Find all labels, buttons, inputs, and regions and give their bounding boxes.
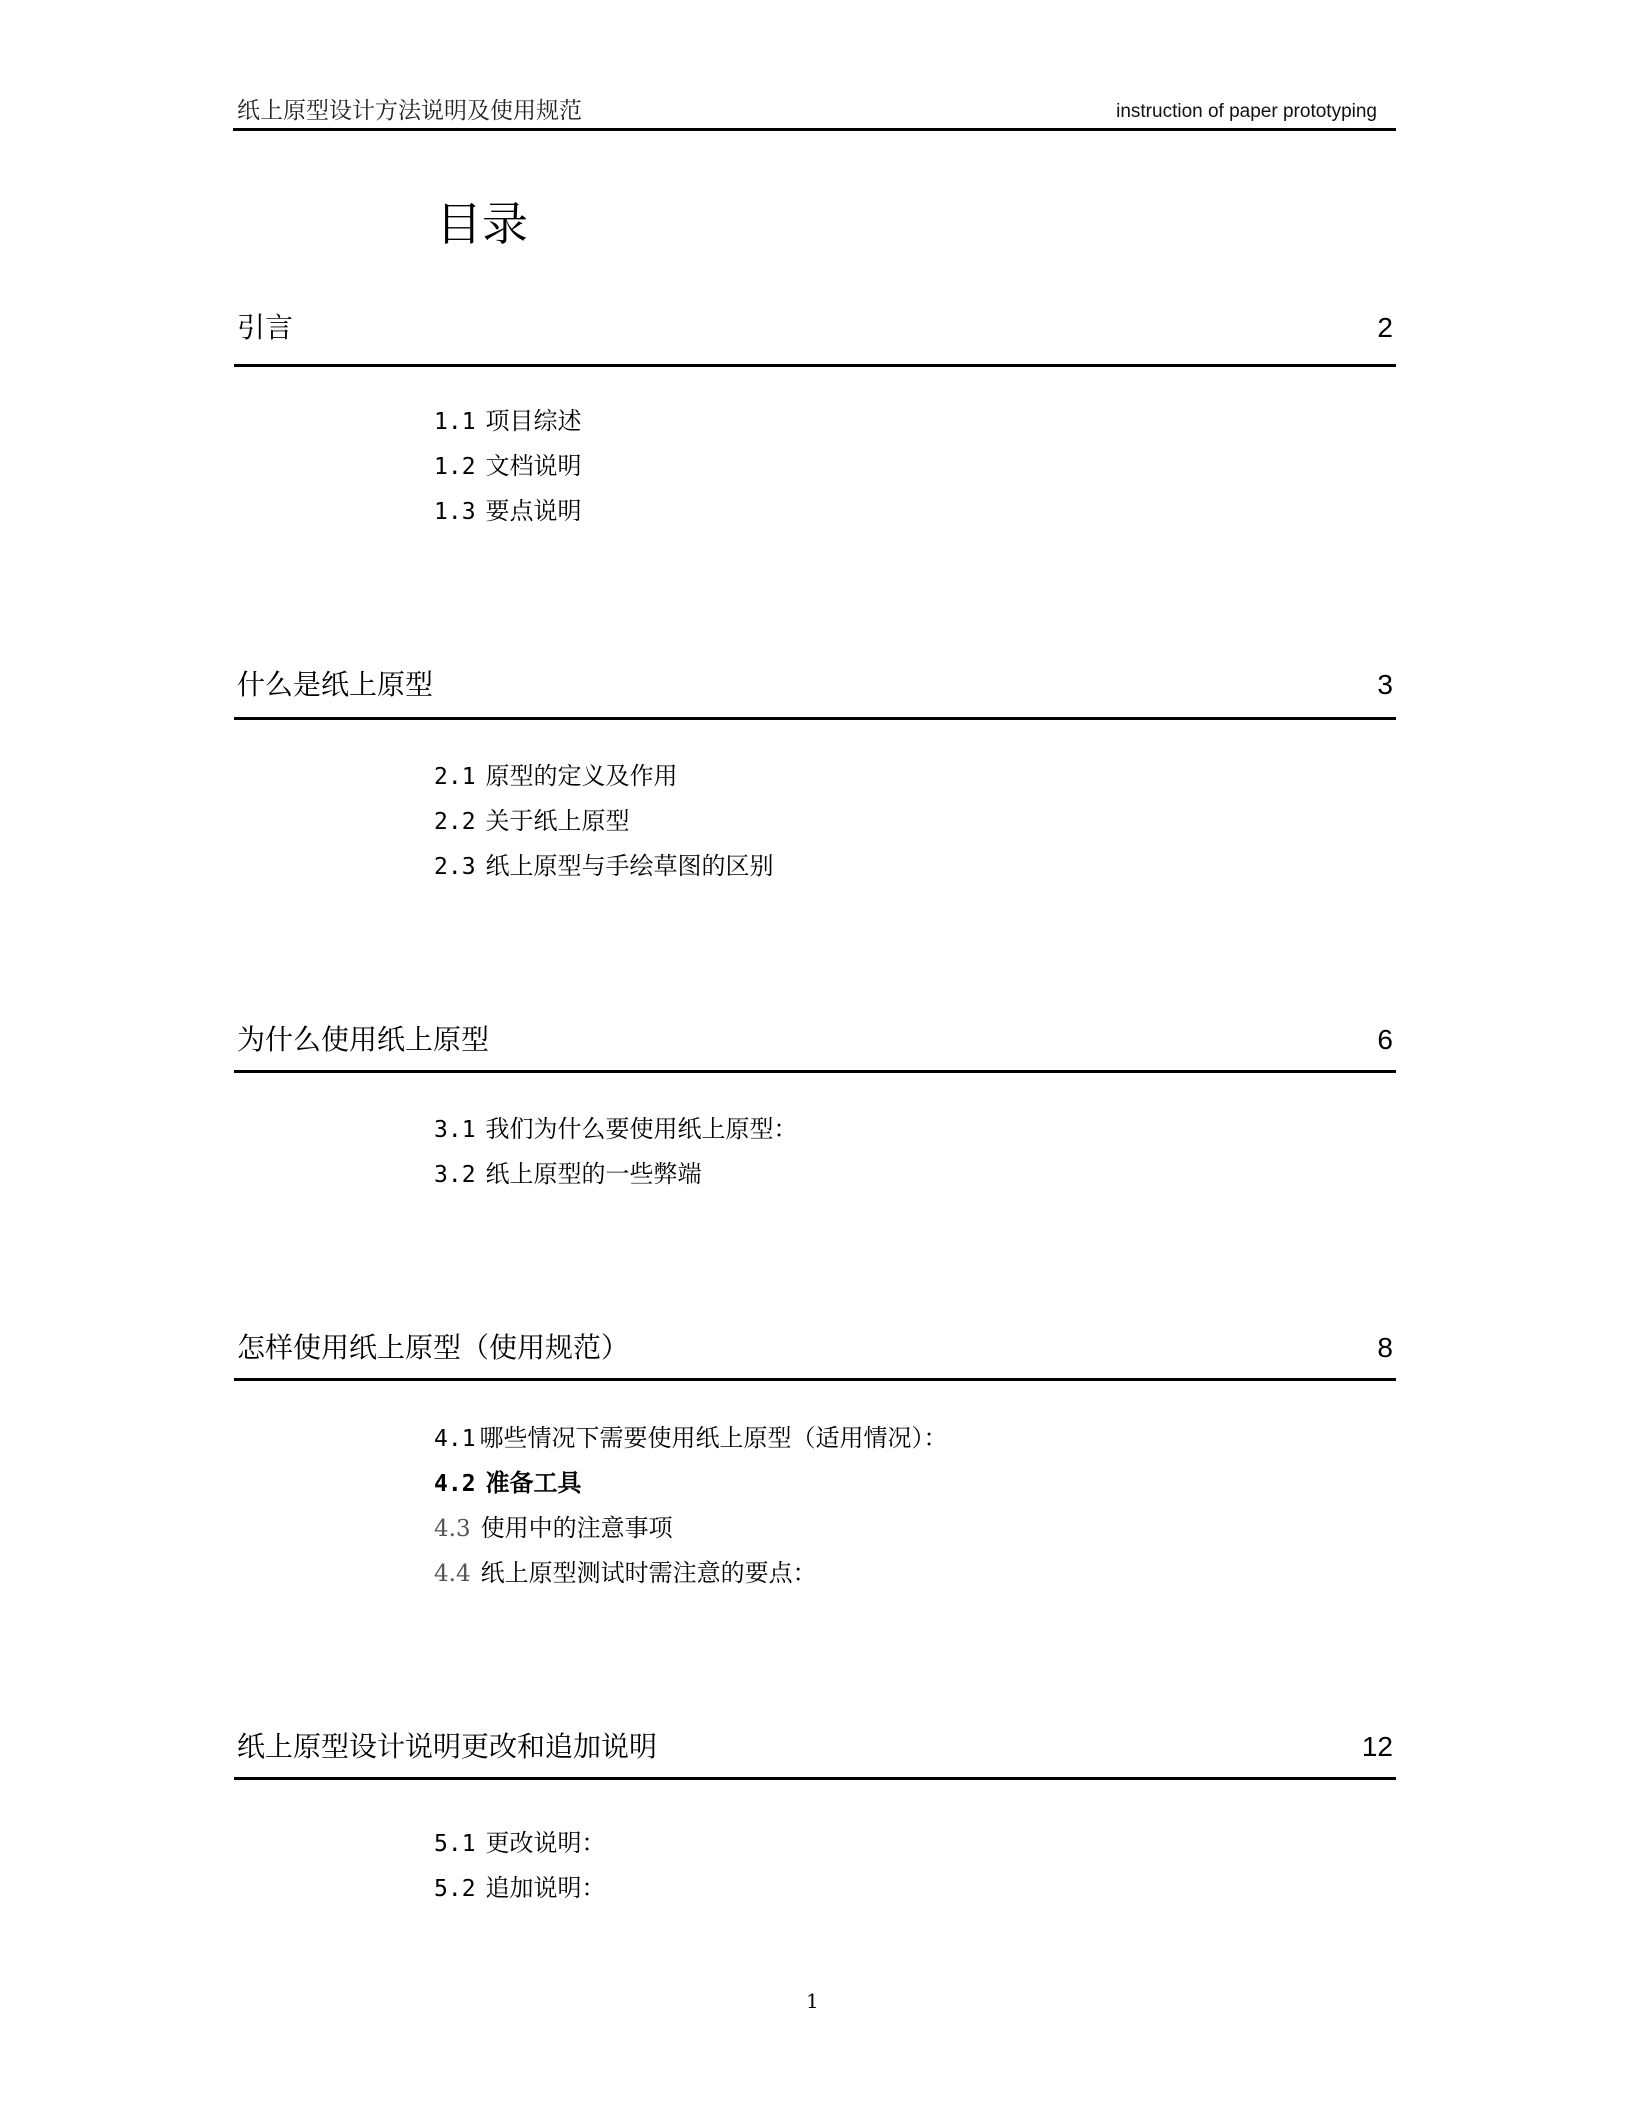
toc-subitem[interactable] (434, 1468, 582, 1499)
subitem-number: 1.3 (434, 499, 476, 525)
section-divider (234, 364, 1396, 367)
subitem-label: 纸上原型的一些弊端 (485, 1160, 702, 1188)
running-header-subtitle: instruction of paper prototyping (1116, 101, 1377, 122)
toc-page-number[interactable]: 8 (1377, 1332, 1393, 1363)
toc-title: 目录 (436, 197, 528, 251)
subitem-label: 原型的定义及作用 (485, 762, 678, 790)
toc-page-number[interactable]: 12 (1361, 1731, 1393, 1762)
toc-subitem[interactable] (434, 851, 774, 882)
subitem-number: 1.1 (434, 409, 476, 435)
subitem-number: 3.2 (434, 1162, 476, 1188)
section-divider (234, 1777, 1396, 1780)
subitem-label: 要点说明 (485, 497, 582, 525)
toc-subitem[interactable] (434, 1828, 606, 1859)
subitem-number: 4.4 (434, 1561, 471, 1587)
toc-subitem[interactable] (434, 406, 582, 437)
subitem-number: 5.1 (434, 1831, 476, 1857)
subitem-label: 哪些情况下需要使用纸上原型（适用情况）： (479, 1424, 948, 1452)
toc-subitem[interactable] (434, 1873, 606, 1904)
subitem-label: 我们为什么要使用纸上原型： (485, 1115, 798, 1143)
subitem-number: 3.1 (434, 1117, 476, 1143)
subitem-label: 纸上原型与手绘草图的区别 (485, 852, 774, 880)
toc-subitem[interactable] (434, 1114, 798, 1145)
subitem-label: 准备工具 (485, 1469, 582, 1497)
toc-heading[interactable]: 为什么使用纸上原型 (237, 1023, 490, 1056)
subitem-label: 文档说明 (485, 452, 582, 480)
subitem-number: 1.2 (434, 454, 476, 480)
toc-heading[interactable]: 什么是纸上原型 (237, 668, 434, 701)
toc-heading[interactable]: 引言 (237, 311, 294, 344)
subitem-label: 使用中的注意事项 (480, 1514, 673, 1542)
subitem-number: 2.1 (434, 764, 476, 790)
subitem-label: 项目综述 (485, 407, 582, 435)
toc-subitem[interactable] (434, 1423, 948, 1454)
toc-subitem[interactable] (434, 1159, 702, 1190)
subitem-label: 追加说明： (485, 1874, 606, 1902)
footer-page-number: 1 (806, 1989, 819, 2013)
subitem-number: 4.2 (434, 1471, 476, 1497)
toc-page-number[interactable]: 2 (1377, 312, 1393, 343)
subitem-label: 更改说明： (485, 1829, 606, 1857)
subitem-number: 4.3 (434, 1516, 471, 1542)
subitem-number: 5.2 (434, 1876, 476, 1902)
toc-heading[interactable]: 纸上原型设计说明更改和追加说明 (237, 1730, 658, 1763)
toc-page-number[interactable]: 3 (1377, 669, 1393, 700)
toc-subitem[interactable] (434, 496, 582, 527)
header-divider (233, 128, 1396, 131)
running-header-title: 纸上原型设计方法说明及使用规范 (237, 98, 582, 124)
section-divider (234, 1070, 1396, 1073)
subitem-label: 关于纸上原型 (485, 807, 630, 835)
subitem-number: 2.2 (434, 809, 476, 835)
toc-page-number[interactable]: 6 (1377, 1024, 1393, 1055)
section-divider (234, 717, 1396, 720)
toc-heading[interactable]: 怎样使用纸上原型（使用规范） (237, 1331, 630, 1364)
toc-subitem[interactable] (434, 806, 630, 837)
toc-subitem[interactable] (434, 451, 582, 482)
subitem-number: 2.3 (434, 854, 476, 880)
toc-subitem[interactable] (434, 1513, 673, 1544)
subitem-label: 纸上原型测试时需注意的要点： (480, 1559, 817, 1587)
toc-subitem[interactable] (434, 1558, 817, 1589)
subitem-number: 4.1 (434, 1426, 476, 1452)
toc-subitem[interactable] (434, 761, 678, 792)
section-divider (234, 1378, 1396, 1381)
